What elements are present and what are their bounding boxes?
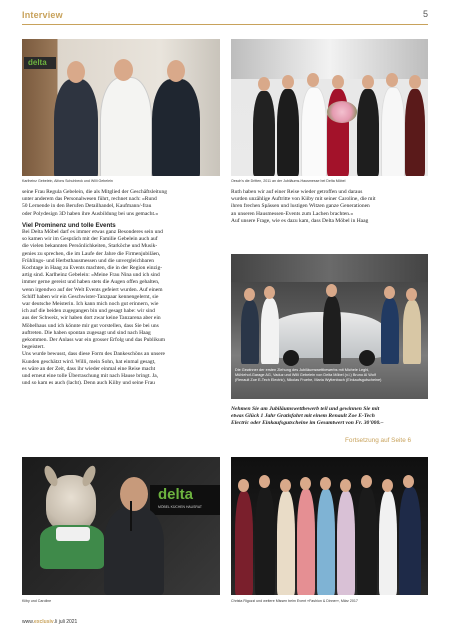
footer-brand: exclusiv xyxy=(33,619,54,625)
text-line: so kamen wir im Gespräch mit der Familie Gebelein auch auf xyxy=(22,236,158,243)
text-line: immer gerne gereist und haben stets die Augen offen gehalten, xyxy=(22,279,160,286)
footer-prefix: www. xyxy=(22,619,34,625)
text-line: es wäre an der Zeit, dass ihr wieder einmal eine Reise macht xyxy=(22,365,156,372)
caption-bottom-left: Kiiby und Caroline xyxy=(22,599,52,603)
delta-banner xyxy=(150,485,220,515)
photo-contest-winners xyxy=(231,254,428,399)
text-line: Frühlings- und Herbsthausmessen und die unvergleichbaren xyxy=(22,257,155,264)
text-line: und so kam es auch (lacht). Denn auch Kiiby und seine Frau xyxy=(22,380,155,387)
right-column-text xyxy=(231,189,428,225)
footer xyxy=(22,619,77,625)
caption-bottom-right: Christa Rigozzi und weitere Missen beim Event «Fashion & Dinner», März 2017 xyxy=(231,599,358,603)
text-line: Auf unsere Frage, wie es dazu kam, dass Delta Möbel in Haag xyxy=(231,217,369,224)
text-line: an unseren Hausmessen-Events zum Lachen brachten.» xyxy=(231,210,354,217)
photo-kiiby-caroline xyxy=(22,457,220,595)
contest-text xyxy=(231,406,428,427)
photo-gebelein-schuhbeck xyxy=(22,39,220,176)
footer-suffix: .li juli 2021 xyxy=(53,619,78,625)
text-line: auftreten. Die haben spontan zugesagt und sind nach Haag xyxy=(22,329,151,336)
flower-bouquet xyxy=(327,101,357,123)
header-rule xyxy=(22,24,428,25)
text-line: Nehmen Sie am Jubiläumswettbewerb teil und gewinnen Sie mit xyxy=(231,406,380,412)
text-line: war deutsche Meisterin. Ich kann mich noch gut erinnern, wie xyxy=(22,301,159,308)
text-line: Möbelhaus und ich könnte mir gut vorstellen, dass Sie bei uns xyxy=(22,322,159,329)
text-line: wenn irgendwo auf der Welt Events gefeiert wurden. Auf einem xyxy=(22,286,163,293)
text-line: artig sind. Karlheinz Gebelein: «Meine Frau Nina und ich sind xyxy=(22,272,160,279)
page-number: 5 xyxy=(422,9,428,19)
text-line: Kunden geschätzt wird. Willi, mein Sohn, hat einmal gesagt, xyxy=(22,358,156,365)
photo-fashion-dinner xyxy=(231,457,428,595)
text-line: ich auf die beiden zugegangen bin und gesagt habe: wir sind xyxy=(22,308,155,315)
text-line: Bei Delta Möbel darf es immer etwas ganz Besonderes sein und xyxy=(22,229,163,236)
text-line: wurden unzählige Auftritte von Kiiby mit seiner Caroline, die mit xyxy=(231,196,376,203)
text-line: etwas Glück 1 Jahr Gratisfahrt mit einem Renault Zoe E-Tech xyxy=(231,413,375,420)
text-line: und erneut eine tolle Überraschung mit nach Hause bringt. Ja, xyxy=(22,373,159,380)
text-line: Electric oder Einkaufsgutscheine im Gesamtwert von Fr. 30'000.– xyxy=(231,420,384,427)
text-line: Ruth haben wir auf einer Reise wieder getroffen und daraus xyxy=(231,189,363,195)
text-line: gekommen. Der Anlass war ein grosser Erfolg und das Publikum xyxy=(22,337,165,344)
caption-top-right: Oesch's die Dritten, 2011 an der Jubiläums-Hausmesse bei Delta Möbel xyxy=(231,179,346,183)
delta-sign-text: delta xyxy=(28,58,47,67)
delta-banner-text: delta xyxy=(158,486,194,503)
text-line: 50 Lernende in den Berufen Detailhandel, Kaufmann/-frau xyxy=(22,203,152,210)
continued-link[interactable]: Fortsetzung auf Seite 6 xyxy=(345,437,412,444)
text-line: oder Polydesign 3D haben ihre Ausbildung bei uns gemacht.» xyxy=(22,210,159,217)
photo-oeschs-die-dritten xyxy=(231,39,428,176)
text-line: die vielen bekannten Persönlichkeiten, Starköche und Musik- xyxy=(22,243,158,250)
left-column-text xyxy=(22,189,220,387)
text-line: Kochtage in Haag zu Events machten, die in der Region einzig- xyxy=(22,265,163,272)
text-line: ihren frechen Spässen und lustigen Witzen ganze Generationen xyxy=(231,203,370,210)
delta-sign xyxy=(24,57,56,69)
text-line: genies zu sprechen, die im Laufe der Jahre die Firmenjubiläen, xyxy=(22,250,161,257)
caption-top-left: Karlheinz Gebelein, Alfons Schuhbeck und Willi Gebelein xyxy=(22,179,113,183)
delta-banner-subtext: MÖBEL KÜCHEN HAUSRAT xyxy=(158,505,202,509)
winners-overlay-text: Die Gewinner der ersten Ziehung des Jubiläumswettbewerbs mit Michele Leghi, Mühlehof-Garage AG, Vaduz und Willi Gebelein von Delta Möbel (v.l.) Bruno Al Wolf (Renault Zoe E-Tech Electric), Nikolas Fruehe, Maria Wyttenbach (Einkaufsgutscheine) xyxy=(235,368,382,382)
text-line: aus der Schweiz, wir haben dort zwar keine Tanzarena aber ein xyxy=(22,315,161,322)
text-line: seine Frau Regula Gebelein, die als Mitglied der Geschäftsleitung xyxy=(22,189,167,195)
text-line: Schiff haben wir ein Geschwister-Tanzpaar kennengelernt, sie xyxy=(22,293,159,300)
text-line: unter anderem das Personalwesen führt, rechnet nach: «Rund xyxy=(22,196,157,203)
subheading: Viel Prominenz und tolle Events xyxy=(22,221,116,229)
text-line: begeistert. xyxy=(22,344,45,351)
section-title: Interview xyxy=(22,10,63,20)
text-line: Uns wurde bewusst, dass diese Form des Dankeschöns an unsere xyxy=(22,351,165,358)
